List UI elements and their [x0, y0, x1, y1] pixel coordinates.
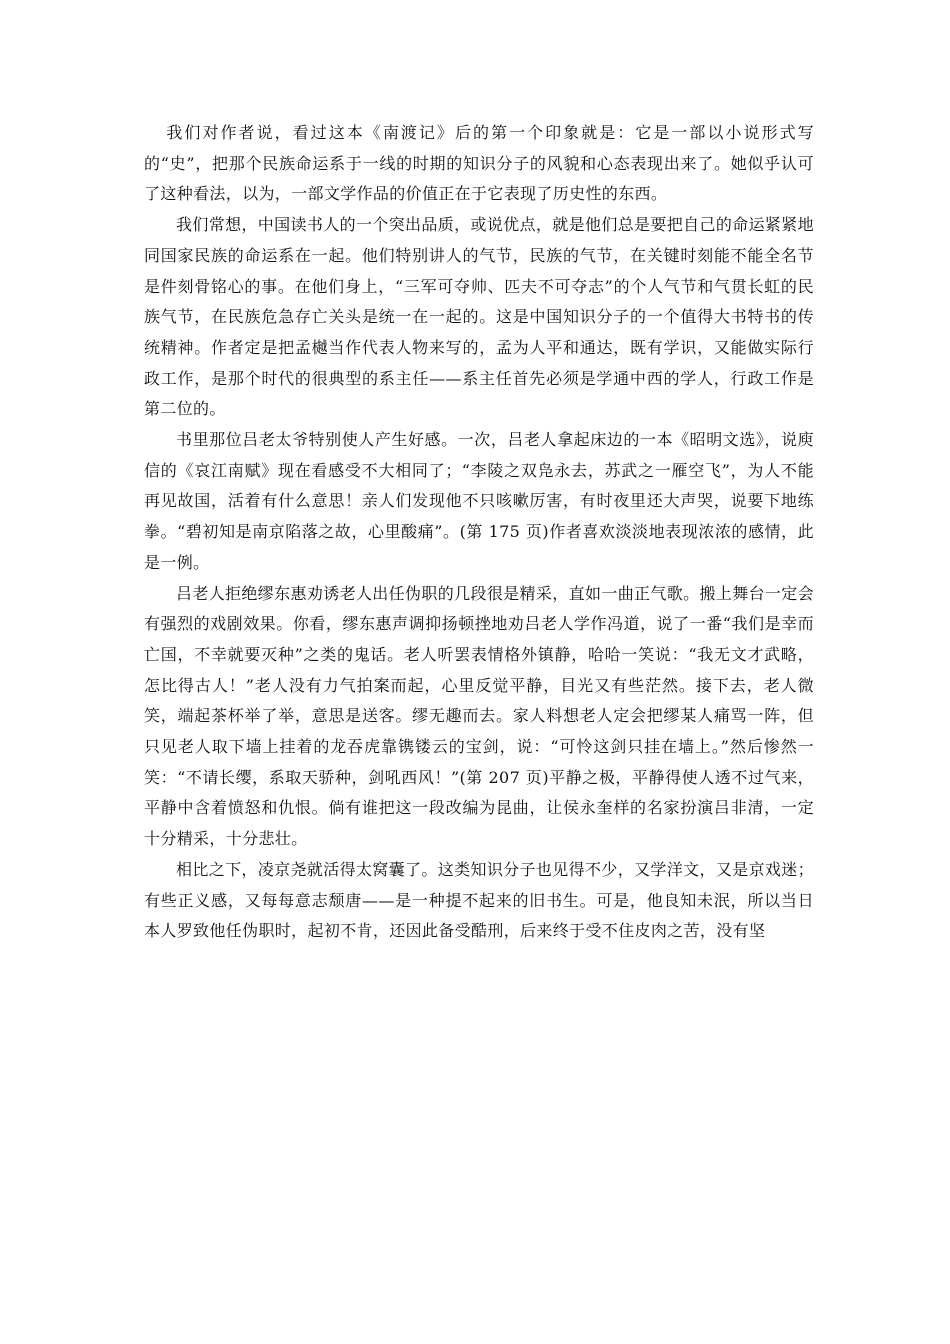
- paragraph-4: 吕老人拒绝缪东惠劝诱老人出任伪职的几段很是精采，直如一曲正气歌。搬上舞台一定会有强烈的戏剧效果。你看，缪东惠声调抑扬顿挫地劝吕老人学作冯道，说了一番“我们是幸而亡国，不幸就要灭种”之类的鬼话。老人听罢表情格外镇静，哈哈一笑说：“我无文才武略，怎比得古人！”老人没有力气拍案而起，心里反觉平静，目光又有些茫然。接下去，老人微笑，端起茶杯举了举，意思是送客。缪无趣而去。家人料想老人定会把缪某人痛骂一阵，但只见老人取下墙上挂着的龙吞虎靠镌镂云的宝剑，说：“可怜这剑只挂在墙上。”然后惨然一笑：“不请长缨，系取天骄种，剑吼西风！”(第 207 页)平静之极，平静得使人透不过气来，平静中含着愤怒和仇恨。倘有谁把这一段改编为昆曲，让侯永奎样的名家扮演吕非清，一定十分精采，十分悲壮。: [144, 583, 814, 849]
- paragraph-5: 相比之下，凌京尧就活得太窝囊了。这类知识分子也见得不少，又学洋文，又是京戏迷；有些正义感，又每每意志颓唐——是一种提不起来的旧书生。可是，他良知未泯，所以当日本人罗致他任伪职时，起初不肯，还因此备受酷刑，后来终于受不住皮肉之苦，没有坚: [144, 859, 814, 941]
- document-page: [144, 118, 814, 947]
- paragraph-2: 我们常想，中国读书人的一个突出品质，或说优点，就是他们总是要把自己的命运紧紧地同国家民族的命运系在一起。他们特别讲人的气节，民族的气节，在关键时刻能不能全名节是件刻骨铭心的事。在他们身上，“三军可夺帅、匹夫不可夺志”的个人气节和气贯长虹的民族气节，在民族危急存亡关头是统一在一起的。这是中国知识分子的一个值得大书特书的传统精神。作者定是把孟樾当作代表人物来写的，孟为人平和通达，既有学识，又能做实际行政工作，是那个时代的很典型的系主任——系主任首先必须是学通中西的学人，行政工作是第二位的。: [144, 215, 814, 419]
- paragraph-3: 书里那位吕老太爷特别使人产生好感。一次，吕老人拿起床边的一本《昭明文选》，说庾信的《哀江南赋》现在看感受不大相同了；“李陵之双凫永去，苏武之一雁空飞”，为人不能再见故国，活着有什么意思！亲人们发现他不只咳嗽厉害，有时夜里还大声哭，说要下地练拳。“碧初知是南京陷落之故，心里酸痛”。(第 175 页)作者喜欢淡淡地表现浓浓的感情，此是一例。: [144, 430, 814, 572]
- paragraph-1: 我们对作者说，看过这本《南渡记》后的第一个印象就是：它是一部以小说形式写的“史”，把那个民族命运系于一线的时期的知识分子的风貌和心态表现出来了。她似乎认可了这种看法，以为，一部文学作品的价值正在于它表现了历史性的东西。: [144, 123, 814, 204]
